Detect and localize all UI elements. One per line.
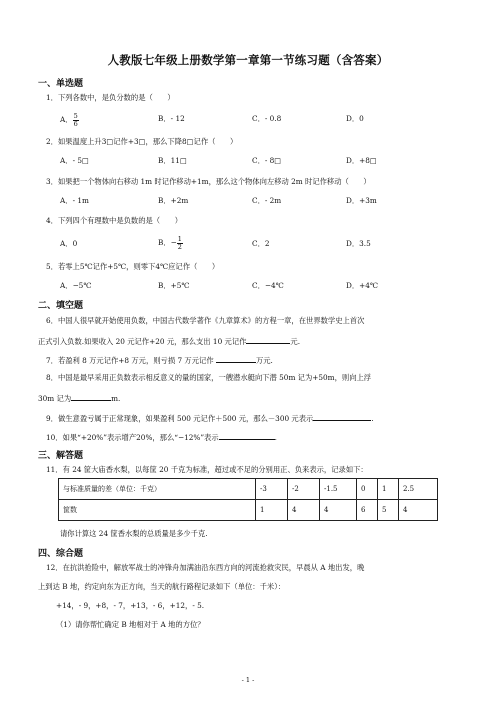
section-heading-solve: 三、解答题: [38, 451, 84, 461]
question-12-line-1: 12．在抗洪抢险中，解放军战士的冲锋舟加满油沿东西方向的河流抢救灾民，早晨从 A 地出发，晚: [46, 563, 365, 572]
question-2: 2．如果温度上升3□记作+3□，那么下降8□记作（ ）: [46, 137, 238, 146]
table-row: [59, 500, 438, 521]
question-12-line-2: 上到达 B 地，约定向东为正方向，当天的航行路程记录如下（单位：千米）：: [38, 582, 286, 591]
q7-answer-blank[interactable]: [216, 355, 256, 363]
weight-difference-table: [58, 478, 438, 521]
question-12-records: +14，- 9，+8，- 7，+13，- 6，+12，- 5.: [56, 601, 205, 610]
q8-answer-blank[interactable]: [71, 393, 111, 401]
question-12-part-1: （1）请你帮忙确定 B 地相对于 A 地的方位？: [56, 620, 205, 629]
q10-answer-blank[interactable]: [219, 432, 275, 440]
q5-option-d: D．+4℃: [346, 281, 379, 290]
question-6-line-1: 6．中国人很早就开始使用负数，中国古代数学著作《九章算术》的方程一章，在世界数学史上首次: [46, 316, 365, 325]
q3-option-c: C．- 2m: [252, 196, 282, 205]
q1-option-b: B．- 12: [158, 114, 185, 123]
q3-option-b: B．+2m: [158, 196, 189, 205]
q4-fraction: $\frac{1}{2}$: [177, 235, 182, 251]
q2-option-c: C．- 8□: [252, 156, 282, 165]
table-cell: -1.5: [320, 479, 357, 500]
table-cell: 与标准质量的差（单位：千克）: [59, 479, 256, 500]
question-6-line-2: 正式引入负数.如果收入 20 元记作+20 元，那么支出 10 元记作 元.: [38, 337, 301, 346]
question-3: 3．如果把一个物体向右移动 1m 时记作移动+1m，那么这个物体向左移动 2m 时记作移动（ ）: [46, 177, 371, 186]
question-10: 10．如果“+20%”表示增产20%，那么“−12%”表示 .: [46, 433, 277, 442]
question-8-line-1: 8．中国是最早采用正负数表示相反意义的量的国家，一艘潜水艇向下潜 50m 记为+50m，则向上浮: [46, 373, 372, 382]
section-heading-single-choice: 一、单选题: [38, 79, 84, 89]
table-row: [59, 479, 438, 500]
q6-answer-blank[interactable]: [246, 336, 290, 344]
table-cell: 2.5: [399, 479, 438, 500]
q5-option-c: C．−4℃: [252, 281, 284, 290]
table-cell: 5: [378, 500, 399, 521]
table-cell: -2: [288, 479, 320, 500]
q1-option-a: A． $\frac{5}{6}$: [60, 112, 78, 128]
q4-option-a: A．0: [60, 239, 78, 248]
page-number: - 1 -: [241, 676, 255, 684]
q2-option-a: A．- 5□: [60, 156, 89, 165]
document-title: 人教版七年级上册数学第一章第一节练习题（含答案）: [107, 53, 389, 67]
question-8-line-2: 30m 记为 m.: [38, 394, 121, 403]
q5-option-b: B．+5℃: [158, 281, 190, 290]
table-cell: 1: [378, 479, 399, 500]
question-1: 1．下列各数中，是负分数的是（ ）: [46, 93, 175, 102]
q2-option-d: D．+8□: [346, 156, 377, 165]
q4-option-d: D．3.5: [346, 239, 371, 248]
table-cell: 筐数: [59, 500, 256, 521]
q4-option-b: B．− $\frac{1}{2}$: [158, 235, 182, 251]
question-11-prompt: 请你计算这 24 筐香水梨的总质量是多少千克.: [60, 529, 208, 538]
table-cell: 1: [256, 500, 288, 521]
question-7: 7．若盈利 8 万元记作+8 万元，则亏损 7 万元记作 万元.: [46, 356, 273, 365]
q1-fraction: $\frac{5}{6}$: [73, 112, 78, 128]
question-5: 5．若零上5℃记作+5℃，则零下4℃应记作（ ）: [46, 262, 220, 271]
section-heading-comprehensive: 四、综合题: [38, 549, 84, 559]
q1-option-d: D．0: [346, 114, 364, 123]
table-cell: 0: [357, 479, 378, 500]
q1-option-c: C．- 0.8: [252, 114, 282, 123]
q3-option-a: A．- 1m: [60, 196, 89, 205]
table-cell: 4: [399, 500, 438, 521]
q4-option-c: C．2: [252, 239, 270, 248]
q3-option-d: D．+3m: [346, 196, 377, 205]
table-cell: 4: [320, 500, 357, 521]
table-cell: -3: [256, 479, 288, 500]
table-cell: 6: [357, 500, 378, 521]
q9-answer-blank[interactable]: [313, 413, 371, 421]
question-11: 11．有 24 筐大庙香水梨，以每筐 20 千克为标准，超过或不足的分别用正、负来表示，记录如下：: [46, 465, 368, 474]
q5-option-a: A．−5℃: [60, 281, 92, 290]
question-4: 4．下列四个有理数中是负数的是（ ）: [46, 216, 182, 225]
table-cell: 4: [288, 500, 320, 521]
q2-option-b: B．11□: [158, 156, 187, 165]
question-9: 9．做生意盈亏属于正常现象，如果盈利 500 元记作＋500 元，那么－300 元表示 .: [46, 414, 374, 423]
section-heading-fill-blank: 二、填空题: [38, 301, 84, 311]
